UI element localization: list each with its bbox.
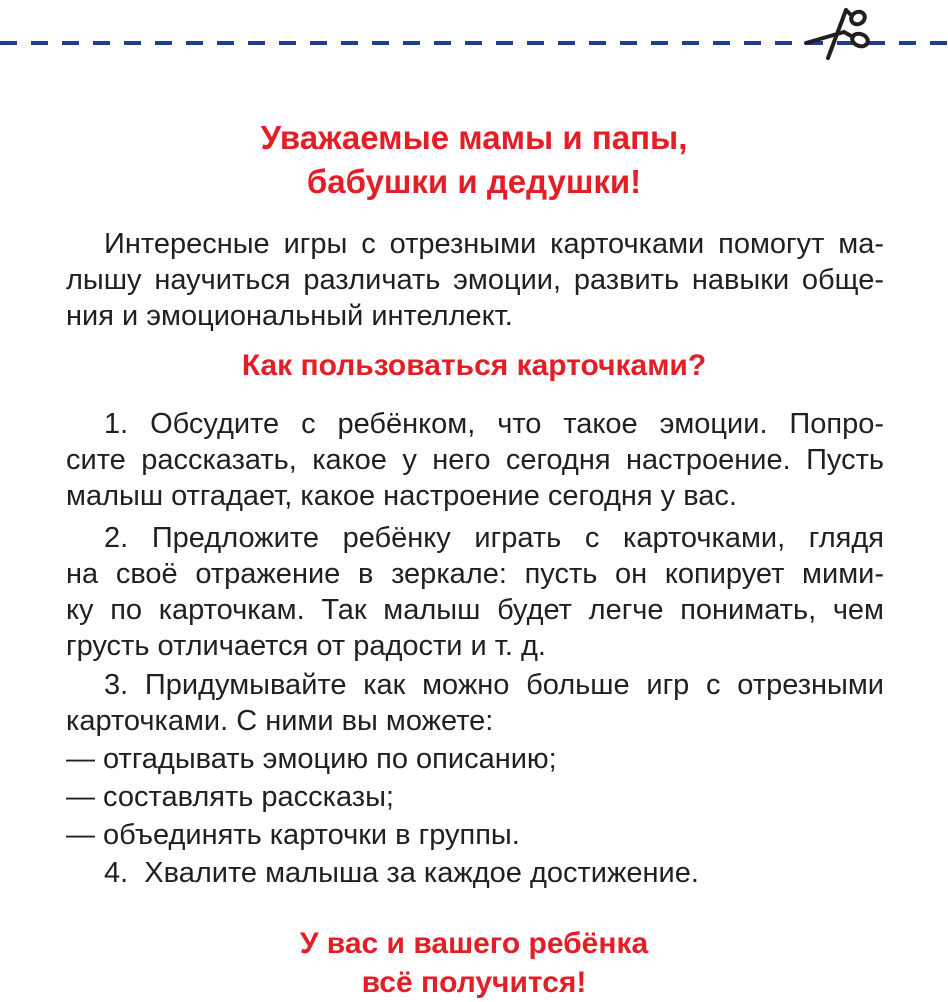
instruction-item-4 (66, 855, 884, 891)
item-3-line-2: карточками. С ними вы можете: (66, 705, 494, 737)
scissors-icon (806, 9, 870, 58)
cut-line (0, 0, 948, 90)
closing-line-2: всё получится! (361, 966, 587, 999)
item-2-line-1: 2. Предложите ребёнку играть с карточками, глядя (104, 522, 884, 554)
title-line-2: бабушки и дедушки! (306, 163, 642, 200)
item-4-line-1: 4. Хвалите малыша за каждое достижение. (104, 857, 699, 889)
item-3-line-1: 3. Придумывайте как можно больше игр с отрезными (104, 669, 884, 701)
section-heading: Как пользоваться карточками? (241, 349, 707, 382)
closing-message (0, 924, 948, 1002)
item-2-line-4: грусть отличается от радости и т. д. (66, 630, 546, 662)
item-2-line-3: ку по карточкам. Так малыш будет легче понимать, чем (66, 594, 884, 626)
bullet-item: — составлять рассказы; (66, 781, 394, 813)
intro-paragraph (66, 226, 884, 334)
intro-line-2: лышу научиться различать эмоции, развить навыки обще- (66, 264, 884, 296)
item-1-line-1: 1. Обсудите с ребёнком, что такое эмоции. Попро- (104, 408, 884, 440)
bullet-item: — объединять карточки в группы. (66, 819, 520, 851)
bullet-item: — отгадывать эмоцию по описанию; (66, 743, 557, 775)
item-1-line-3: малыш отгадает, какое настроение сегодня у вас. (66, 480, 737, 512)
instruction-item-2 (66, 520, 884, 664)
closing-line-1: У вас и вашего ребёнка (299, 927, 649, 960)
item-1-line-2: сите рассказать, какое у него сегодня настроение. Пусть (66, 444, 884, 476)
page-title (0, 116, 948, 204)
title-line-1: Уважаемые мамы и папы, (260, 119, 688, 156)
item-2-line-2: на своё отражение в зеркале: пусть он копирует мими- (66, 558, 884, 590)
instruction-item-3 (66, 667, 884, 853)
intro-line-1: Интересные игры с отрезными карточками помогут ма- (104, 228, 884, 260)
instruction-item-1 (66, 406, 884, 514)
intro-line-3: ния и эмоциональный интеллект. (66, 300, 513, 332)
